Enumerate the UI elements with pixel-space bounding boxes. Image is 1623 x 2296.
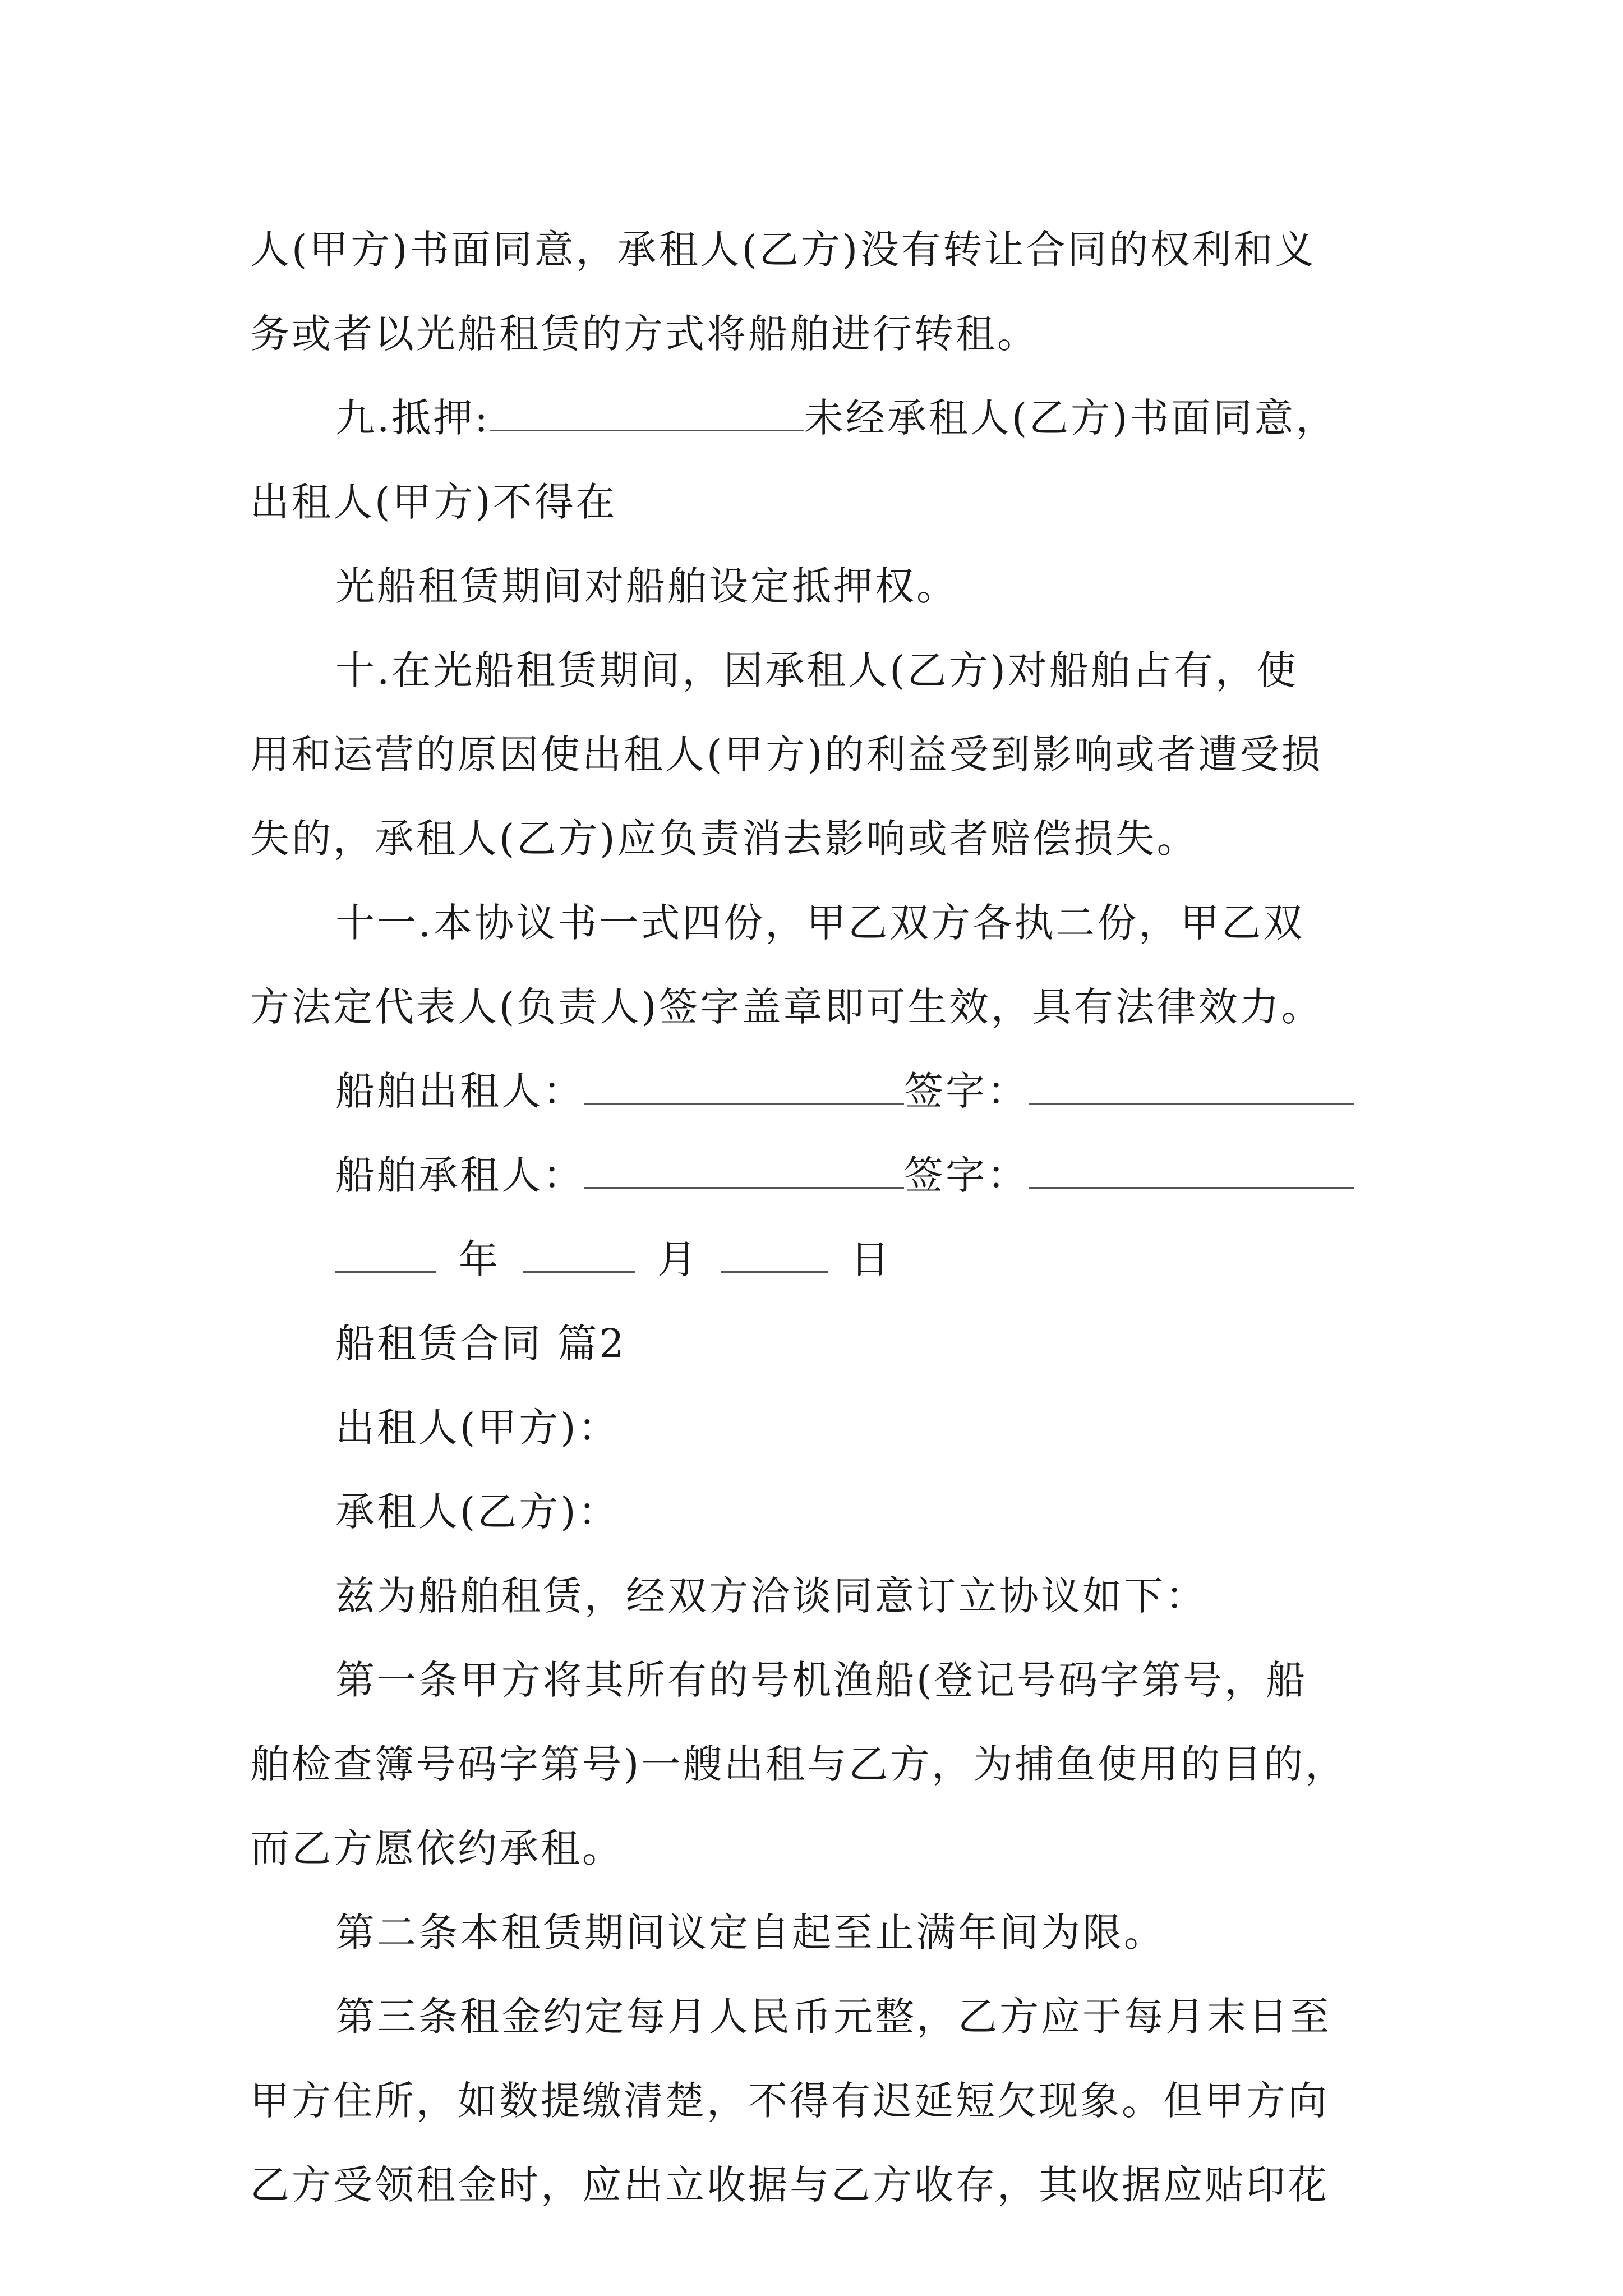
lessee-label: 船舶承租人： xyxy=(335,1152,584,1198)
text-line: 人(甲方)书面同意，承租人(乙方)没有转让合同的权利和义 xyxy=(250,227,1317,273)
lessor-signature-row xyxy=(250,1049,1391,1133)
clause-10-line: 十.在光船租赁期间，因承租人(乙方)对船舶占有，使 xyxy=(335,647,1298,693)
lessor-name-blank[interactable] xyxy=(584,1066,904,1105)
lessee-name-blank[interactable] xyxy=(584,1150,904,1189)
lessor-label: 船舶出租人： xyxy=(335,1068,584,1114)
article-1-line: 第一条甲方将其所有的号机渔船(登记号码字第号，船 xyxy=(335,1657,1308,1703)
text-line: 光船租赁期间对船舶设定抵押权。 xyxy=(335,563,958,609)
article-3-line: 第三条租金约定每月人民币元整，乙方应于每月末日至 xyxy=(335,1994,1331,2040)
year-blank[interactable] xyxy=(335,1234,436,1273)
month-blank[interactable] xyxy=(523,1234,635,1273)
clause-9-line xyxy=(250,376,1391,460)
party-b-line: 承租人(乙方)： xyxy=(335,1489,620,1535)
date-row xyxy=(250,1217,1391,1301)
text-line: 舶检查簿号码字第号)一艘出租与乙方，为捕鱼使用的目的， xyxy=(250,1741,1347,1787)
text-line: 失的，承租人(乙方)应负责消去影响或者赔偿损失。 xyxy=(250,816,1198,862)
day-blank[interactable] xyxy=(721,1234,828,1273)
party-a-line: 出租人(甲方)： xyxy=(335,1405,620,1451)
text-line: 出租人(甲方)不得在 xyxy=(250,479,617,525)
clause-11-line: 十一.本协议书一式四份，甲乙双方各执二份，甲乙双 xyxy=(335,900,1305,946)
mortgage-blank[interactable] xyxy=(490,393,804,431)
month-label: 月 xyxy=(657,1236,699,1282)
year-label: 年 xyxy=(459,1236,500,1282)
article-2-line: 第二条本租赁期间议定自起至止满年间为限。 xyxy=(335,1910,1165,1955)
text-line: 务或者以光船租赁的方式将船舶进行转租。 xyxy=(250,311,1039,357)
text-line: 而乙方愿依约承租。 xyxy=(250,1825,624,1871)
intro-line: 兹为船舶租赁，经双方洽谈同意订立协议如下： xyxy=(335,1573,1207,1619)
clause-9-text: 未经承租人(乙方)书面同意， xyxy=(804,395,1338,441)
document-page xyxy=(250,208,1391,2227)
text-line: 用和运营的原因使出租人(甲方)的利益受到影响或者遭受损 xyxy=(250,731,1323,777)
lessee-sign-blank[interactable] xyxy=(1029,1150,1354,1189)
lessee-sign-label: 签字： xyxy=(904,1152,1029,1198)
lessee-signature-row xyxy=(250,1133,1391,1217)
lessor-sign-label: 签字： xyxy=(904,1068,1029,1114)
day-label: 日 xyxy=(850,1236,892,1282)
section-title: 船租赁合同 篇2 xyxy=(335,1320,626,1366)
lessor-sign-blank[interactable] xyxy=(1029,1066,1354,1105)
text-line: 方法定代表人(负责人)签字盖章即可生效，具有法律效力。 xyxy=(250,984,1323,1030)
text-line: 乙方受领租金时，应出立收据与乙方收存，其收据应贴印花 xyxy=(250,2162,1329,2208)
text-line: 甲方住所，如数提缴清楚，不得有迟延短欠现象。但甲方向 xyxy=(250,2078,1329,2124)
clause-9-label: 九.抵押: xyxy=(335,395,490,441)
